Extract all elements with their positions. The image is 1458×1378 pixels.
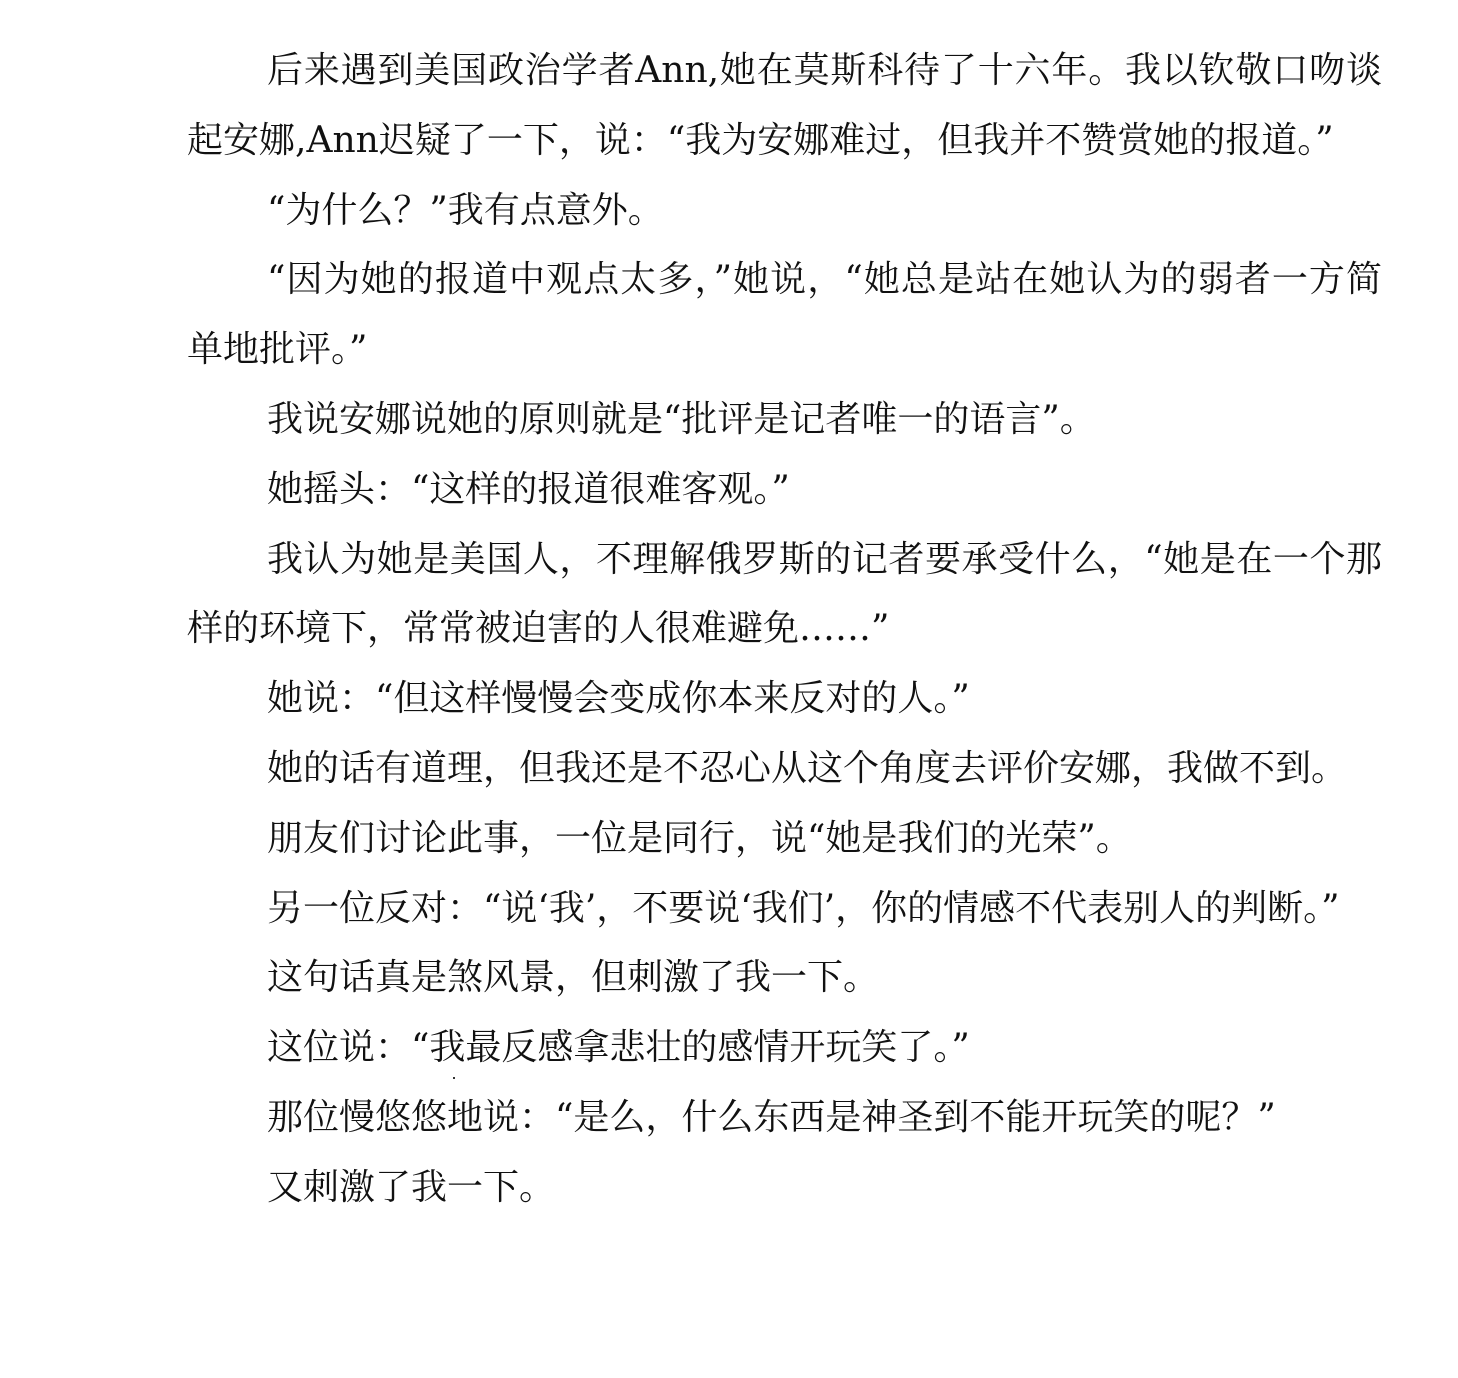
paragraph: 朋友们讨论此事，一位是同行，说“她是我们的光荣”。: [267, 817, 1132, 859]
paragraph: “为什么？”我有点意外。: [267, 189, 664, 231]
paragraph: 那位慢悠悠地说：“是么，什么东西是神圣到不能开玩笑的呢？”: [267, 1096, 1276, 1138]
paragraph: 又刺激了我一下。: [267, 1166, 556, 1208]
paragraph: 她摇头：“这样的报道很难客观。”: [267, 468, 790, 510]
paragraph: 这句话真是煞风景，但刺激了我一下。: [267, 957, 880, 999]
paragraph: 我认为她是美国人，不理解俄罗斯的记者要承受什么，“她是在一个那样的环境下，常常被迫害的人很难避免……”: [187, 538, 1382, 650]
paragraph: 后来遇到美国政治学者Ann,她在莫斯科待了十六年。我以钦敬口吻谈起安娜,Ann迟疑了一下，说：“我为安娜难过，但我并不赞赏她的报道。”: [187, 50, 1382, 161]
paragraph: 我说安娜说她的原则就是“批评是记者唯一的语言”。: [267, 398, 1096, 440]
paragraph: 另一位反对：“说‘我’，不要说‘我们’，你的情感不代表别人的判断。”: [267, 887, 1340, 929]
paragraph: “因为她的报道中观点太多，”她说，“她总是站在她认为的弱者一方简单地批评。”: [187, 259, 1382, 371]
document-body: [187, 36, 1382, 1223]
paragraph: 她的话有道理，但我还是不忍心从这个角度去评价安娜，我做不到。: [267, 747, 1348, 789]
paragraph: 她说：“但这样慢慢会变成你本来反对的人。”: [267, 678, 970, 720]
paragraph: 这位说：“我最反感拿悲壮的感情开玩笑了。”: [267, 1027, 970, 1069]
scan-speck: [453, 1077, 455, 1079]
